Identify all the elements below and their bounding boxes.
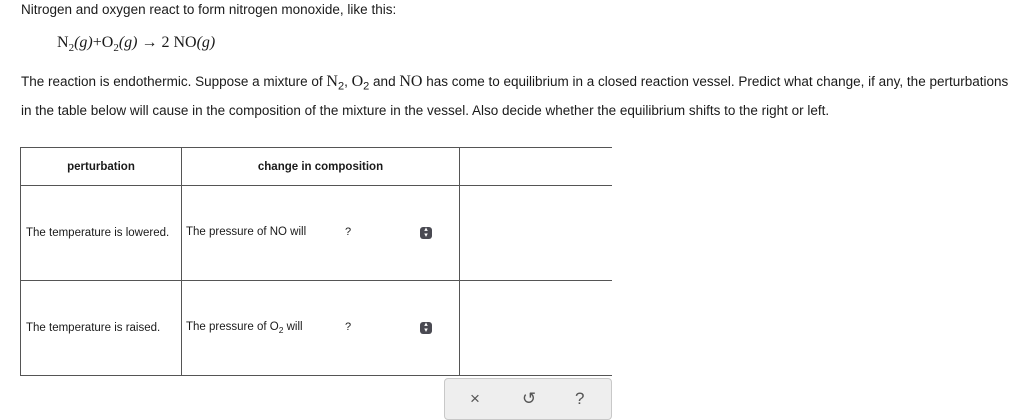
help-icon[interactable]: ? (575, 389, 585, 408)
header-perturbation: perturbation (21, 148, 182, 186)
chevron-updown-icon: ▴ ▾ (420, 322, 432, 334)
page-background (612, 140, 1024, 380)
perturbation-cell: The temperature is raised. (21, 281, 182, 376)
close-icon[interactable]: × (470, 389, 480, 408)
answer-toolbar (444, 378, 612, 420)
select-value: ? (345, 321, 352, 333)
select-value: ? (345, 226, 352, 238)
reaction-equation: $N_2(g)+O_2(g) \to 2$ NO(g) (57, 34, 216, 55)
change-cell (182, 186, 460, 281)
composition-select[interactable] (332, 224, 434, 242)
intro-text: Nitrogen and oxygen react to form nitrogen monoxide, like this: (21, 2, 397, 17)
change-label: The pressure of NO will (186, 225, 307, 238)
header-change: change in composition (182, 148, 460, 186)
undo-icon[interactable]: ↺ (522, 389, 537, 408)
change-cell (182, 281, 460, 376)
change-label: The pressure of $O_2$ will (186, 320, 303, 336)
chevron-updown-icon: ▴ ▾ (420, 227, 432, 239)
perturbation-cell: The temperature is lowered. (21, 186, 182, 281)
composition-select[interactable] (332, 319, 434, 337)
question-paragraph: The reaction is endothermic. Suppose a mixture of $N_2$, $O_2$ and NO has come to equilibrium in a closed reaction vessel. Predict what change, if any, the perturbations in the table below will cause in the composition of the mixture in the vessel. Also decide whether the equilibrium shifts to the right or left. (21, 73, 1009, 119)
